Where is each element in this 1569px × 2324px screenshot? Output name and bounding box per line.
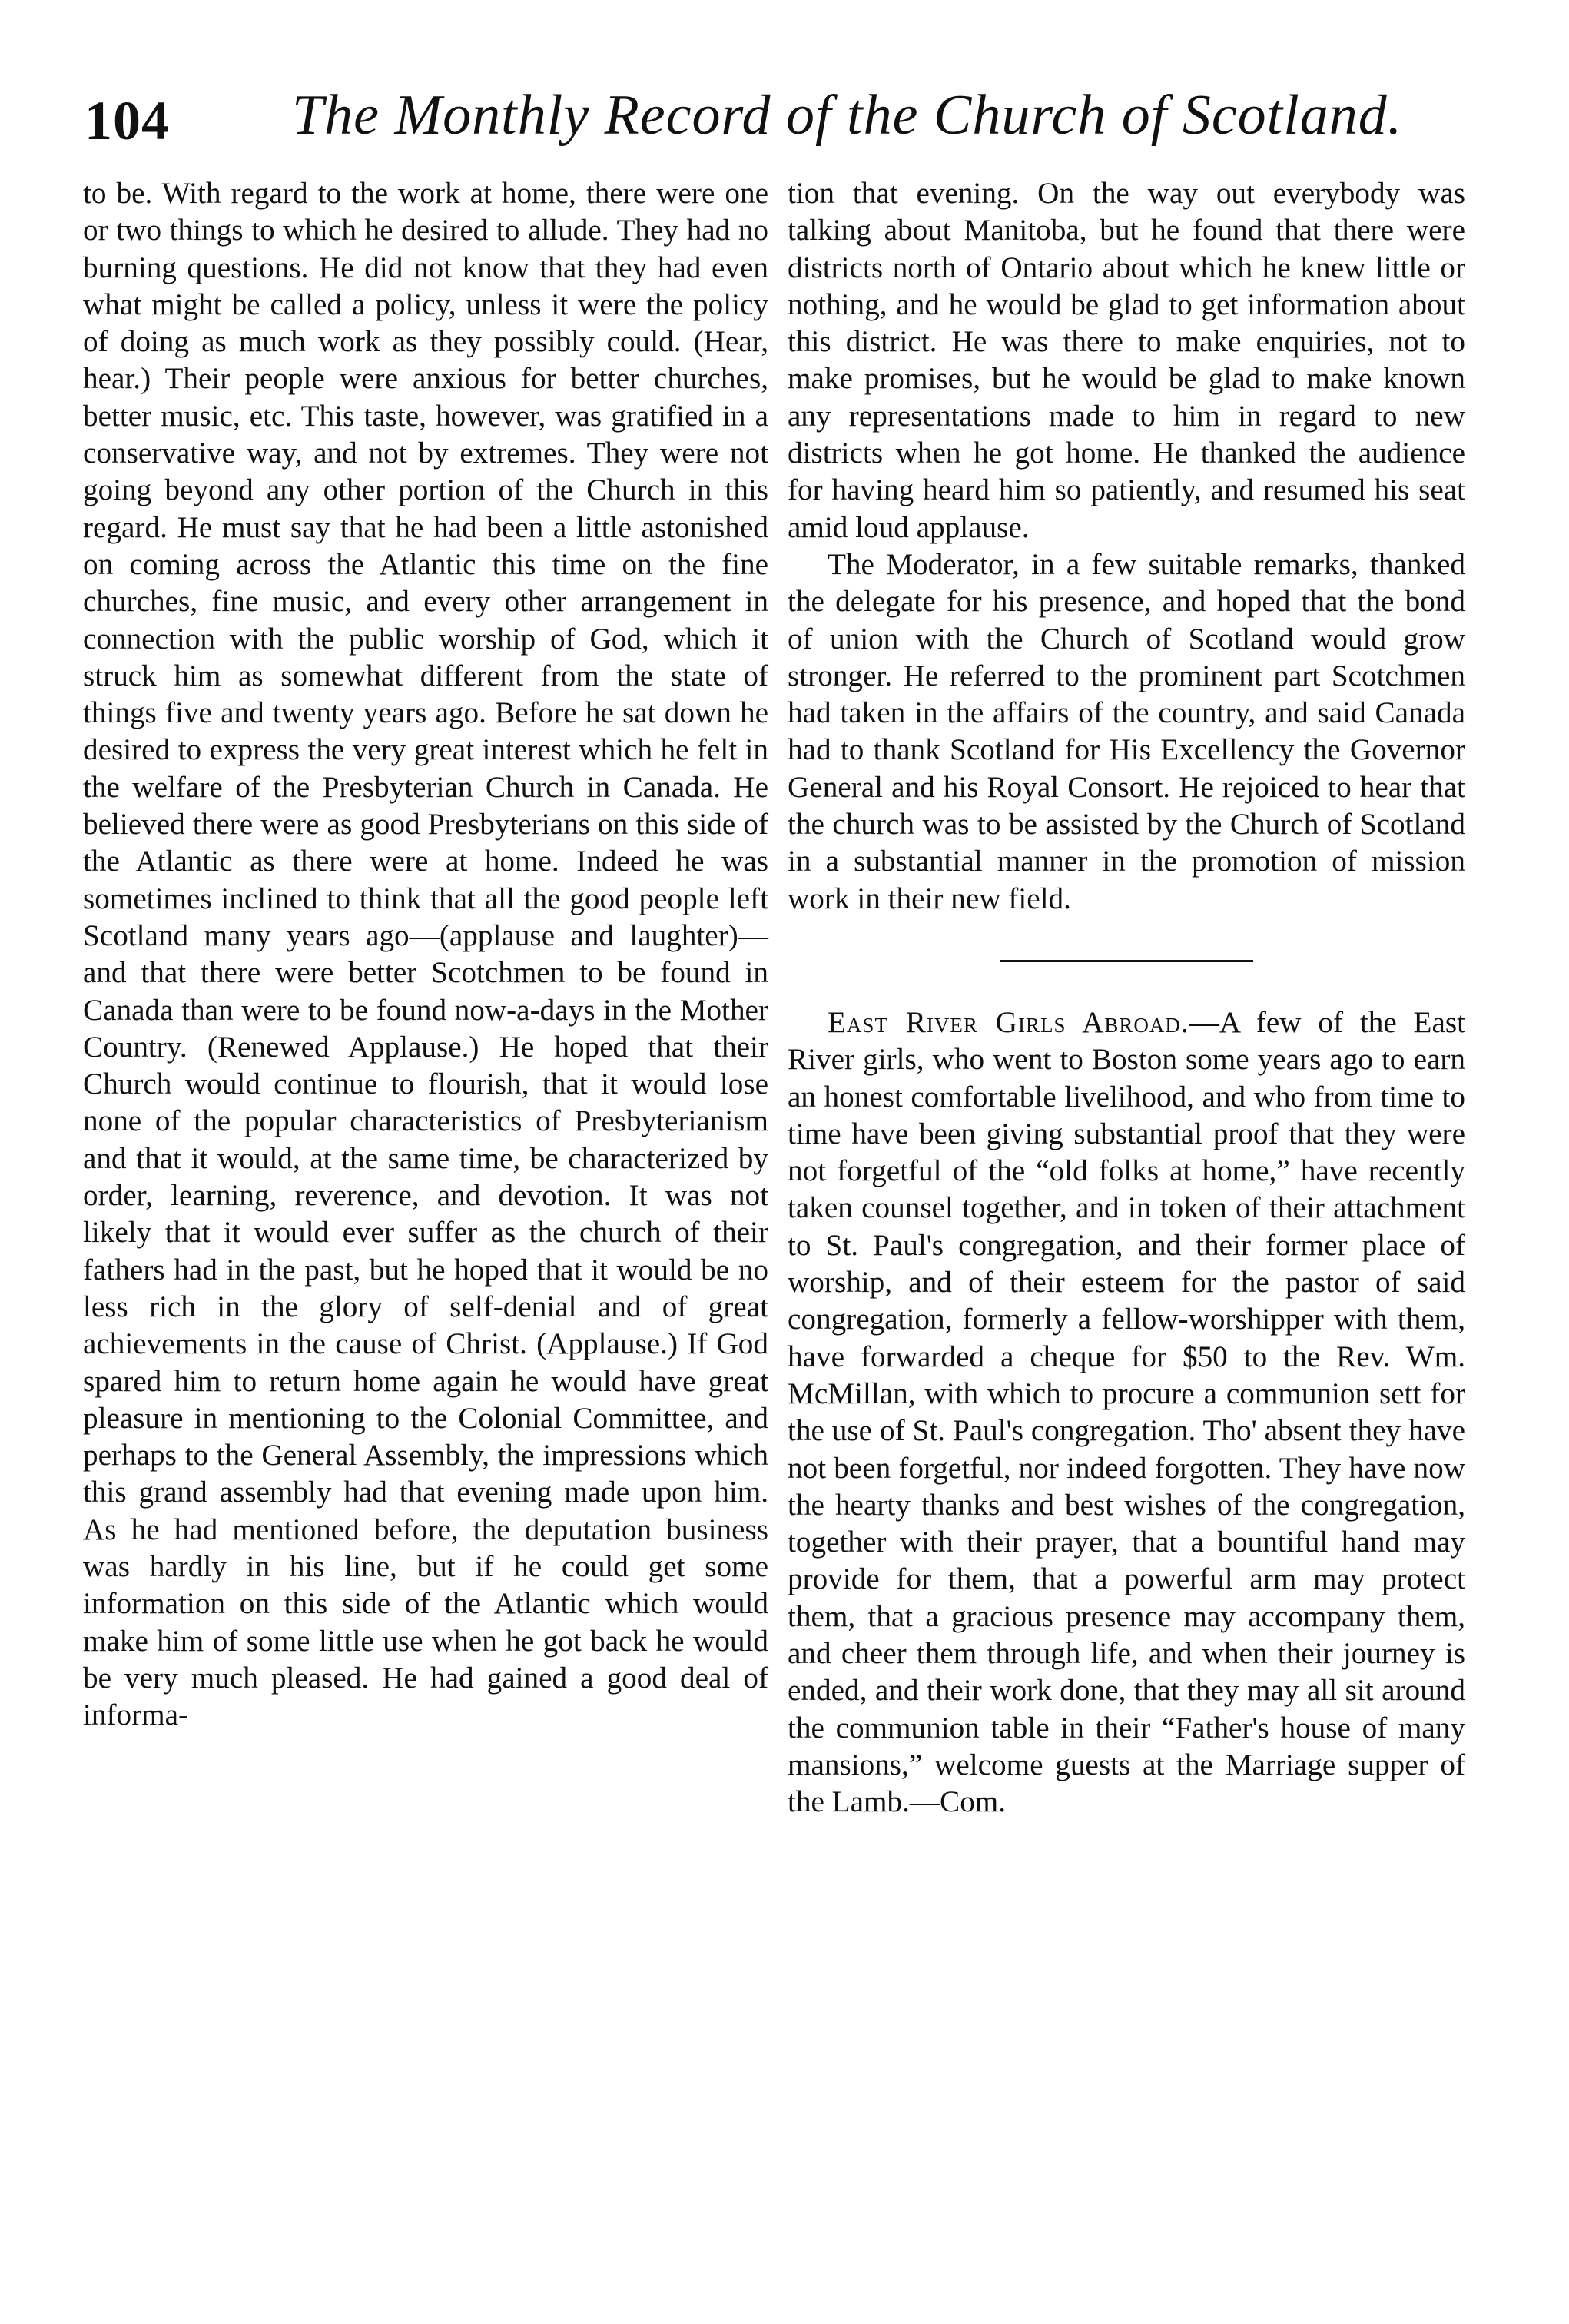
article-body: —A few of the East River girls, who went to Boston some years ago to earn an honest comfortable livelihood, and who from time to time have been giving substantial proof that they were not forgetful of the “old folks at home,” have recently taken counsel together, and in token of their attachment to St. Paul's congregation, and their former place of worship, and of their esteem for the pastor of said congregation, formerly a fellow-worshipper with them, have forwarded a cheque for $50 to the Rev. Wm. McMillan, with which to procure a communion sett for the use of St. Paul's congregation. Tho' absent they have not been forgetful, nor indeed forgotten. They have now the hearty thanks and best wishes of the congregation, together with their prayer, that a bountiful hand may provide for them, that a powerful arm may protect them, that a gracious presence may accompany them, and cheer them through life, and when their journey is ended, and their work done, that they may all sit around the communion table in their “Father's house of many mansions,” welcome guests at the Marriage supper of the Lamb.—Com. bbox=[788, 1005, 1465, 1819]
article-heading: East River Girls Abroad. bbox=[828, 1005, 1189, 1039]
right-column bbox=[788, 175, 1465, 1821]
running-title: The Monthly Record of the Church of Scotland. bbox=[292, 84, 1403, 147]
right-column-paragraph-continuation: tion that evening. On the way out everybody was talking about Manitoba, but he found that there were districts north of Ontario about which he knew little or nothing, and he would be glad to get information about this district. He was there to make enquiries, not to make promises, but he would be glad to make known any representations made to him in regard to new districts when he got home. He thanked the audience for having heard him so patiently, and resumed his seat amid loud applause. bbox=[788, 177, 1465, 544]
left-column bbox=[83, 175, 768, 1734]
east-river-paragraph bbox=[788, 1004, 1465, 1821]
section-divider bbox=[1000, 960, 1253, 962]
left-column-paragraph: to be. With regard to the work at home, there were one or two things to which he desired to allude. They had no burning questions. He did not know that they had even what might be called a policy, unless it were the policy of doing as much work as they possibly could. (Hear, hear.) Their people were anxious for better churches, better music, etc. This taste, however, was gratified in a conservative way, and not by extremes. They were not going beyond any other portion of the Church in this regard. He must say that he had been a little astonished on coming across the Atlantic this time on the fine churches, fine music, and every other arrangement in connection with the public worship of God, which it struck him as somewhat different from the state of things five and twenty years ago. Before he sat down he desired to express the very great interest which he felt in the welfare of the Presbyterian Church in Canada. He believed there were as good Presbyterians on this side of the Atlantic as there were at home. Indeed he was sometimes inclined to think that all the good people left Scotland many years ago—(applause and laughter)—and that there were better Scotchmen to be found in Canada than were to be found now-a-days in the Mother Country. (Renewed Applause.) He hoped that their Church would continue to flourish, that it would lose none of the popular characteristics of Presbyterianism and that it would, at the same time, be characterized by order, learning, reverence, and devotion. It was not likely that it would ever suffer as the church of their fathers had in the past, but he hoped that it would be no less rich in the glory of self-denial and of great achievements in the cause of Christ. (Applause.) If God spared him to return home again he would have great pleasure in mentioning to the Colonial Committee, and perhaps to the General Assembly, the impressions which this grand assembly had that evening made upon him. As he had mentioned before, the deputation business was hardly in his line, but if he could get some information on this side of the Atlantic which would make him of some little use when he got back he would be very much pleased. He had gained a good deal of informa- bbox=[83, 177, 768, 1732]
moderator-paragraph: The Moderator, in a few suitable remarks, thanked the delegate for his presence, and hoped that the bond of union with the Church of Scotland would grow stronger. He referred to the prominent part Scotchmen had taken in the affairs of the country, and said Canada had to thank Scotland for His Excellency the Governor General and his Royal Consort. He rejoiced to hear that the church was to be assisted by the Church of Scotland in a substantial manner in the promotion of mission work in their new field. bbox=[788, 547, 1465, 915]
page-number: 104 bbox=[85, 90, 170, 151]
page-header bbox=[85, 83, 1491, 160]
